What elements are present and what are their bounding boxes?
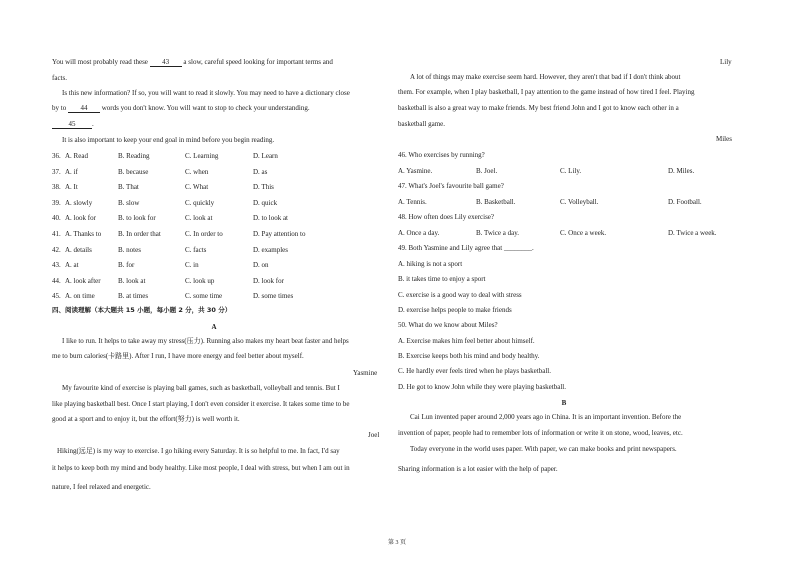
option-d: D. quick bbox=[253, 198, 278, 207]
option-a: A. Thanks to bbox=[65, 230, 102, 238]
text: a slow, careful speed looking for important terms and bbox=[183, 58, 333, 66]
option-c: C. look up bbox=[185, 276, 215, 285]
blank-43: 43 bbox=[150, 59, 182, 67]
joel-line-2: like playing basketball best. Once I start playing, I don't even consider it exercise. It takes some time to be bbox=[52, 400, 350, 408]
author-lily: Lily bbox=[720, 58, 732, 66]
option-b: B. at times bbox=[118, 292, 149, 301]
lily-line-4: basketball game. bbox=[398, 120, 446, 128]
option-number: 44. bbox=[52, 276, 61, 285]
para-2-line-3 bbox=[52, 121, 94, 129]
option-number: 41. bbox=[52, 230, 61, 238]
q46-option-a: A. Yasmine. bbox=[398, 167, 433, 175]
question-49: 49. Both Yasmine and Lily agree that ________. bbox=[398, 244, 534, 252]
q50-option-c: C. He hardly ever feels tired when he plays basketball. bbox=[398, 367, 551, 375]
lily-line-3: basketball is also a great way to make friends. My best friend John and I got to know each other in a bbox=[398, 104, 679, 112]
question-46: 46. Who exercises by running? bbox=[398, 151, 485, 159]
text: words you don't know. You will want to stop to check your understanding. bbox=[101, 104, 310, 112]
q48-option-d: D. Twice a week. bbox=[668, 229, 717, 237]
paper-line-3: Today everyone in the world uses paper. With paper, we can make books and print newspapers. bbox=[410, 445, 677, 453]
q50-option-d: D. He got to know John while they were playing basketball. bbox=[398, 383, 566, 391]
option-number: 36. bbox=[52, 152, 61, 160]
option-b: B. because bbox=[118, 167, 149, 176]
option-number: 37. bbox=[52, 167, 61, 176]
option-number: 43. bbox=[52, 261, 61, 270]
q48-option-b: B. Twice a day. bbox=[476, 229, 520, 237]
section-4-heading: 四、阅读理解（本大题共 15 小题，每小题 2 分，共 30 分） bbox=[52, 306, 232, 314]
option-a: A. look for bbox=[65, 214, 96, 223]
page-number: 第 3 页 bbox=[387, 540, 407, 546]
q48-option-a: A. Once a day. bbox=[398, 229, 440, 237]
option-b: B. Reading bbox=[118, 152, 150, 160]
lily-line-2: them. For example, when I play basketball, I pay attention to the game instead of how tired I feel. Playing bbox=[398, 88, 695, 96]
q47-option-a: A. Tennis. bbox=[398, 198, 427, 206]
para-1-line-2: facts. bbox=[52, 74, 67, 82]
option-c: C. look at bbox=[185, 214, 213, 223]
paper-line-4: Sharing information is a lot easier with the help of paper. bbox=[398, 465, 558, 473]
option-d: D. as bbox=[253, 167, 268, 176]
para-1-line-1 bbox=[52, 59, 333, 67]
text: . bbox=[92, 120, 94, 128]
passage-b-label: B bbox=[561, 399, 567, 407]
yasmine-line-1: I like to run. It helps to take away my stress(压力). Running also makes my heart beat faster and helps bbox=[62, 337, 349, 345]
passage-a-label: A bbox=[211, 323, 217, 331]
q47-option-c: C. Volleyball. bbox=[560, 198, 599, 206]
option-number: 45. bbox=[52, 292, 61, 301]
option-a: A. if bbox=[65, 167, 78, 176]
q50-option-b: B. Exercise keeps both his mind and body healthy. bbox=[398, 352, 540, 360]
question-50: 50. What do we know about Miles? bbox=[398, 321, 498, 329]
q49-option-b: B. it takes time to enjoy a sport bbox=[398, 275, 486, 283]
option-d: D. Pay attention to bbox=[253, 230, 306, 238]
option-b: B. to look for bbox=[118, 214, 156, 223]
option-b: B. for bbox=[118, 261, 135, 270]
author-joel: Joel bbox=[368, 431, 380, 439]
lily-line-1: A lot of things may make exercise seem hard. However, they aren't that bad if I don't think about bbox=[410, 73, 681, 81]
text: You will most probably read these bbox=[52, 58, 148, 66]
joel-line-3: good at a sport and to enjoy it, but the effort(努力) is well worth it. bbox=[52, 415, 240, 423]
q49-option-d: D. exercise helps people to make friends bbox=[398, 306, 512, 314]
q47-option-d: D. Football. bbox=[668, 198, 702, 206]
option-b: B. That bbox=[118, 183, 139, 192]
option-c: C. Learning bbox=[185, 152, 219, 160]
option-a: A. It bbox=[65, 183, 78, 192]
option-d: D. some times bbox=[253, 292, 294, 301]
option-c: C. when bbox=[185, 167, 209, 176]
para-2-line-1: Is this new information? If so, you will want to read it slowly. You may need to have a dictionary close bbox=[62, 89, 350, 97]
question-47: 47. What's Joel's favourite ball game? bbox=[398, 182, 504, 190]
option-c: C. in bbox=[185, 261, 199, 270]
option-c: C. facts bbox=[185, 245, 207, 254]
q46-option-b: B. Joel. bbox=[476, 167, 498, 175]
option-number: 42. bbox=[52, 245, 61, 254]
q49-option-a: A. hiking is not a sport bbox=[398, 260, 463, 268]
option-a: A. details bbox=[65, 245, 92, 254]
q49-option-c: C. exercise is a good way to deal with stress bbox=[398, 291, 522, 299]
option-number: 39. bbox=[52, 198, 61, 207]
author-yasmine: Yasmine bbox=[353, 369, 378, 377]
yasmine-line-2: me to burn calories(卡路里). After I run, I have more energy and feel better about myself. bbox=[52, 352, 304, 360]
q48-option-c: C. Once a week. bbox=[560, 229, 607, 237]
option-d: D. look for bbox=[253, 276, 284, 285]
blank-44: 44 bbox=[68, 105, 100, 113]
option-d: D. on bbox=[253, 261, 269, 270]
q46-option-d: D. Miles. bbox=[668, 167, 695, 175]
option-number: 38. bbox=[52, 183, 61, 192]
option-c: C. In order to bbox=[185, 230, 223, 238]
joel-line-1: My favourite kind of exercise is playing ball games, such as basketball, volleyball and tennis. But I bbox=[62, 384, 340, 392]
hiking-line-1: Hiking(远足) is my way to exercise. I go hiking every Saturday. It is so helpful to me. In fact, I'd say bbox=[57, 447, 340, 455]
hiking-line-2: it helps to keep both my mind and body healthy. Like most people, I deal with stress, but when I am out in bbox=[52, 464, 350, 472]
text: by to bbox=[52, 104, 67, 112]
option-a: A. look after bbox=[65, 276, 101, 285]
option-d: D. This bbox=[253, 183, 274, 192]
author-miles: Miles bbox=[716, 135, 732, 143]
question-48: 48. How often does Lily exercise? bbox=[398, 213, 495, 221]
paper-line-1: Cai Lun invented paper around 2,000 years ago in China. It is an important invention. Before the bbox=[410, 413, 682, 421]
option-b: B. notes bbox=[118, 245, 141, 254]
paper-line-2: invention of paper, people had to remember lots of information or write it on stone, wood, leaves, etc. bbox=[398, 429, 683, 437]
q46-option-c: C. Lily. bbox=[560, 167, 582, 175]
option-a: A. at bbox=[65, 261, 79, 270]
q50-option-a: A. Exercise makes him feel better about himself. bbox=[398, 337, 535, 345]
option-d: D. examples bbox=[253, 245, 288, 254]
blank-45: 45 bbox=[52, 121, 92, 129]
option-c: C. some time bbox=[185, 292, 223, 301]
option-c: C. What bbox=[185, 183, 209, 192]
option-b: B. In order that bbox=[118, 230, 161, 238]
para-3: It is also important to keep your end goal in mind before you begin reading. bbox=[62, 136, 275, 144]
para-2-line-2 bbox=[52, 105, 310, 113]
hiking-line-3: nature, I feel relaxed and energetic. bbox=[52, 483, 151, 491]
option-d: D. Learn bbox=[253, 152, 278, 160]
option-a: A. Read bbox=[65, 152, 88, 160]
option-c: C. quickly bbox=[185, 198, 215, 207]
option-number: 40. bbox=[52, 214, 61, 223]
option-b: B. look at bbox=[118, 276, 146, 285]
option-b: B. slow bbox=[118, 198, 140, 207]
q47-option-b: B. Basketball. bbox=[476, 198, 516, 206]
option-d: D. to look at bbox=[253, 214, 288, 223]
option-a: A. on time bbox=[65, 292, 95, 301]
option-a: A. slowly bbox=[65, 198, 93, 207]
